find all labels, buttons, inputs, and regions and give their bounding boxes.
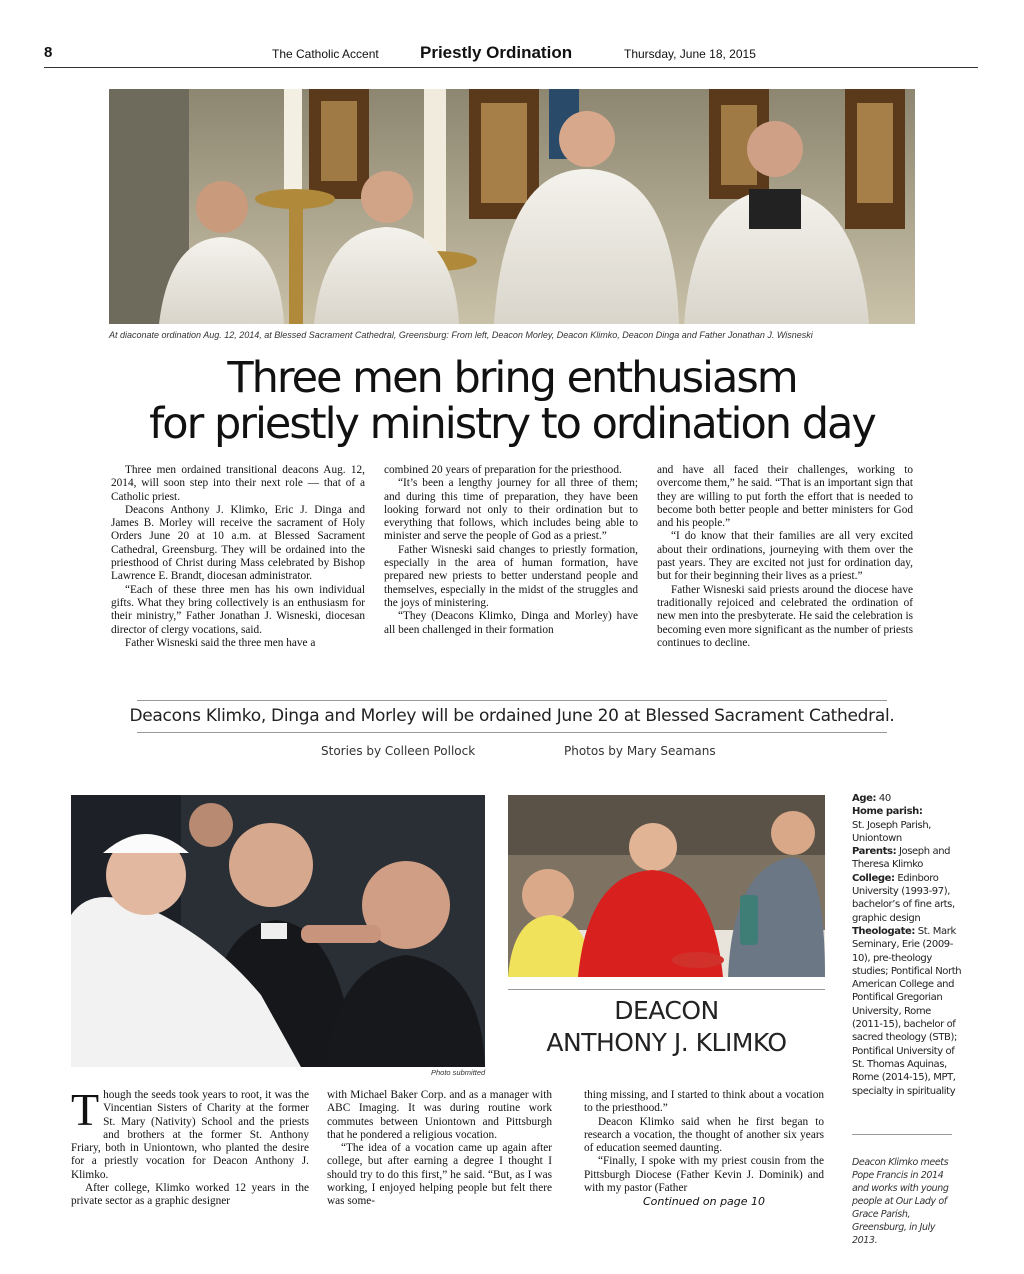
page-number: 8 — [44, 44, 53, 61]
paragraph: “The idea of a vocation came up again after college, but after earning a degree I thought I should try to do this first,” he said. “But, as I was working, I enjoyed helping people but felt there was some- — [327, 1142, 552, 1208]
fact-value: St. Mark Seminary, Erie (2009-10), pre-theology studies; Pontifical North American College and Pontifical Gregorian University, Rome (2011-15), bachelor of sacred theology (STB); Pontifical University of St. Thomas Aquinas, Rome (2014-15), MPT, specialty in spirituality — [852, 925, 962, 1097]
fact-age — [852, 792, 962, 805]
profile-title-rule — [508, 989, 825, 990]
paragraph: Father Wisneski said changes to priestly formation, especially in the area of human formation, have prepared new priests to better understand people and themselves, especially in the midst of the struggles and the joys of ministering. — [384, 543, 638, 609]
profile-title-line-1: DEACON — [614, 996, 719, 1025]
top-photo-caption: At diaconate ordination Aug. 12, 2014, at Blessed Sacrament Cathedral, Greensburg: From left, Deacon Morley, Deacon Klimko, Deacon Dinga and Father Jonathan J. Wisneski — [109, 330, 813, 340]
paragraph: with Michael Baker Corp. and as a manager with ABC Imaging. It was during routine work commutes between Uniontown and Pittsburgh that he pondered a religious vocation. — [327, 1089, 552, 1141]
newspaper-name: The Catholic Accent — [272, 47, 379, 61]
deck-line: Deacons Klimko, Dinga and Morley will be ordained June 20 at Blessed Sacrament Cathedral. — [129, 706, 895, 726]
paragraph: Deacon Klimko said when he first began to research a vocation, the thought of another six years of education seemed daunting. — [584, 1115, 824, 1155]
headline-line-1: Three men bring enthusiasm — [227, 353, 797, 403]
story1-column-3 — [657, 464, 913, 650]
fact-value: Joseph and Theresa Klimko — [852, 846, 951, 871]
sidebar-rule — [852, 1134, 952, 1135]
stories-byline: Stories by Colleen Pollock — [321, 744, 476, 758]
paragraph: Father Wisneski said priests around the diocese have traditionally rejoiced and celebrated the ordination of new men into the presbyterate. He said the celebration is becoming even more significant as the number of priests continues to decline. — [657, 583, 913, 649]
paragraph: “Each of these three men has his own individual gifts. What they bring collectively is an enthusiasm for their ministry,” Father Jonathan J. Wisneski, diocesan director of clergy vocations, said. — [111, 583, 365, 636]
continued-jump-line: Continued on page 10 — [642, 1195, 766, 1209]
fact-label: Parents: — [852, 846, 897, 858]
ordination-photo — [109, 89, 915, 324]
fact-value: Edinboro University (1993-97), bachelor’s of fine arts, graphic design — [852, 872, 955, 924]
fact-value: 40 — [878, 793, 891, 804]
profile-title-line-2: ANTHONY J. KLIMKO — [546, 1028, 787, 1057]
fact-theologate — [852, 925, 962, 1098]
fact-label: Home parish: — [852, 806, 923, 818]
paragraph: Three men ordained transitional deacons Aug. 12, 2014, will soon step into their next role — that of a Catholic priest. — [111, 464, 365, 503]
header-rule — [44, 67, 978, 68]
photo-credit: Photo submitted — [431, 1068, 486, 1077]
fact-label: Age: — [852, 793, 877, 804]
paragraph-text: hough the seeds took years to root, it was the Vincentian Sisters of Charity at the former St. Mary (Nativity) School and the priests and brothers at the former St. Anthony Friary, both in Uniontown, who planted the desire for a priestly vocation for Deacon Anthony J. Klimko. — [71, 1089, 309, 1181]
paragraph: thing missing, and I started to think about a vocation to the priesthood.” — [584, 1089, 824, 1115]
story1-column-2 — [384, 464, 638, 637]
fact-home-parish — [852, 805, 962, 845]
issue-date: Thursday, June 18, 2015 — [624, 47, 756, 61]
pope-meeting-photo — [71, 795, 485, 1067]
fact-label: Theologate: — [852, 925, 915, 937]
deck-rule-bottom — [137, 732, 887, 733]
story2-column-1 — [71, 1084, 309, 1209]
story2-column-2 — [327, 1089, 552, 1209]
headline — [0, 355, 1024, 447]
paragraph: “It’s been a lengthy journey for all three of them; and during this time of preparation, they have been looking forward not only to their ordination but to everything that follows, which includes being able to minister and serve the people of God as a priest.” — [384, 477, 638, 543]
fact-value: St. Joseph Parish, Uniontown — [852, 819, 932, 844]
paragraph: After college, Klimko worked 12 years in the private sector as a graphic designer — [71, 1182, 309, 1208]
paragraph — [71, 1084, 309, 1182]
deck-rule-top — [137, 700, 887, 701]
profile-photo-caption: Deacon Klimko meets Pope Francis in 2014 and works with young people at Our Lady of Grace Parish, Greensburg, in July 2013. — [852, 1157, 949, 1246]
paragraph: combined 20 years of preparation for the priesthood. — [384, 464, 622, 476]
fact-college — [852, 872, 962, 925]
paragraph: Deacons Anthony J. Klimko, Eric J. Dinga and James B. Morley will receive the sacrament of Holy Orders June 20 at 10 a.m. at Blessed Sacrament Cathedral, Greensburg. They will be ordained into the priesthood of Christ during Mass celebrated by Bishop Lawrence E. Brandt, diocesan administrator. — [111, 503, 365, 583]
paragraph: Father Wisneski said the three men have a — [125, 636, 316, 649]
story2-column-3 — [584, 1089, 824, 1209]
fact-label: College: — [852, 872, 895, 884]
headline-line-2: for priestly ministry to ordination day — [149, 399, 875, 449]
paragraph: “Finally, I spoke with my priest cousin from the Pittsburgh Diocese (Father Kevin J. Dominik) and with my pastor (Father — [584, 1155, 824, 1195]
profile-facts — [852, 792, 962, 1098]
paragraph: “They (Deacons Klimko, Dinga and Morley) have all been challenged in their formation — [384, 610, 638, 636]
section-title: Priestly Ordination — [420, 43, 573, 62]
youth-activity-photo — [508, 795, 825, 977]
paragraph: “I do know that their families are all very excited about their ordinations, journeying with them over the past years. They are excited not just for ordination day, but for their beginning their lives as a priest.” — [657, 530, 913, 583]
story1-column-1 — [111, 464, 365, 650]
profile-title — [508, 995, 825, 1059]
photos-byline: Photos by Mary Seamans — [564, 744, 716, 758]
fact-parents — [852, 845, 962, 872]
paragraph: and have all faced their challenges, working to overcome them,” he said. “That is an important sign that they are willing to put forth the effort that is needed to become both better people and better ministers for God and his people.” — [657, 464, 913, 530]
drop-cap: T — [71, 1084, 100, 1135]
